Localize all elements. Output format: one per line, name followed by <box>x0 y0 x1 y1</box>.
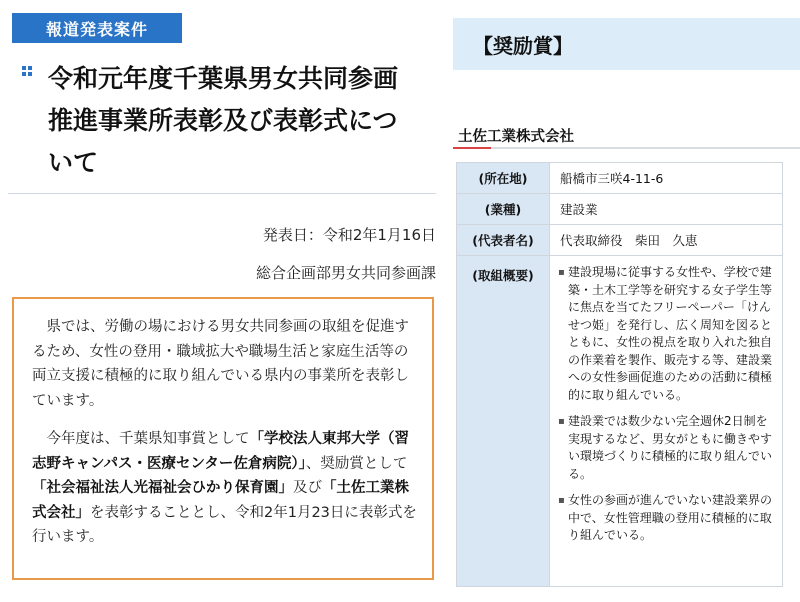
table-row <box>457 225 783 256</box>
page-title <box>48 58 438 184</box>
row-label: (業種) <box>457 194 550 225</box>
company-divider <box>453 147 800 149</box>
award-name-encouragement-1: 「社会福祉法人光福祉会ひかり保育園」 <box>32 480 293 496</box>
row-value: 建設業 <box>550 194 783 225</box>
award-name-encouragement-2: 「土佐工業株式会社」 <box>32 480 409 521</box>
title-divider <box>8 193 436 194</box>
bullet-grid-icon <box>22 66 32 76</box>
press-release-badge: 報道発表案件 <box>12 13 182 43</box>
title-line: 推進事業所表彰及び表彰式につ <box>48 106 398 135</box>
department: 総合企画部男女共同参画課 <box>255 264 436 282</box>
table-row <box>457 194 783 225</box>
row-value: 代表取締役 柴田 久恵 <box>550 225 783 256</box>
summary-paragraph-1: 県では、労働の場における男女共同参画の取組を促進するため、女性の登用・職域拡大や職場生活と家庭生活等の両立支援に積極的に取り組んでいる県内の事業所を表彰しています。 <box>32 319 409 409</box>
row-label: (代表者名) <box>457 225 550 256</box>
row-label: (取組概要) <box>457 256 550 587</box>
title-line: 令和元年度千葉県男女共同参画 <box>48 64 399 93</box>
row-label: (所在地) <box>457 163 550 194</box>
company-name: 土佐工業株式会社 <box>458 129 574 145</box>
company-info-table <box>456 162 783 587</box>
summary-paragraph-2 <box>32 427 418 550</box>
title-block <box>18 58 438 184</box>
company-divider-accent <box>453 147 491 149</box>
title-line: いて <box>48 148 99 177</box>
summary-text: を表彰することとし、令和2年1月23日に表彰式を行います。 <box>32 504 417 545</box>
award-heading-bar <box>453 18 800 70</box>
list-item: ▪ 建設現場に従事する女性や、学校で建築・土木工学等を研究する女子学生等に焦点を当てたフリーペーパー「けんせつ姫」を発行し、広く周知を図るとともに、女性の視点を取り入れた独自の作業着を製作、販売する等、建設業への女性参画促進のための活動に積極的に取り組んでいる。 <box>568 264 776 404</box>
row-value <box>550 256 783 587</box>
summary-text: 今年度は、千葉県知事賞として <box>46 431 250 447</box>
summary-text: 、奨励賞として <box>305 455 408 472</box>
award-heading: 【奨励賞】 <box>473 33 573 58</box>
summary-text: 及び <box>293 480 322 496</box>
summary-box <box>12 297 434 580</box>
award-name-governor: 「学校法人東邦大学（習志野キャンパス・医療センター佐倉病院）」 <box>32 431 409 472</box>
list-item: ▪ 建設業では数少ない完全週休2日制を実現するなど、男女がともに働きやすい環境づくりに積極的に取り組んでいる。 <box>568 413 776 483</box>
initiatives-list <box>568 264 776 545</box>
release-date: 発表日：令和2年1月16日 <box>262 226 436 244</box>
table-row <box>457 163 783 194</box>
table-row <box>457 256 783 587</box>
row-value: 船橋市三咲4-11-6 <box>550 163 783 194</box>
list-item: ▪ 女性の参画が進んでいない建設業界の中で、女性管理職の登用に積極的に取り組んでいる。 <box>568 492 776 545</box>
